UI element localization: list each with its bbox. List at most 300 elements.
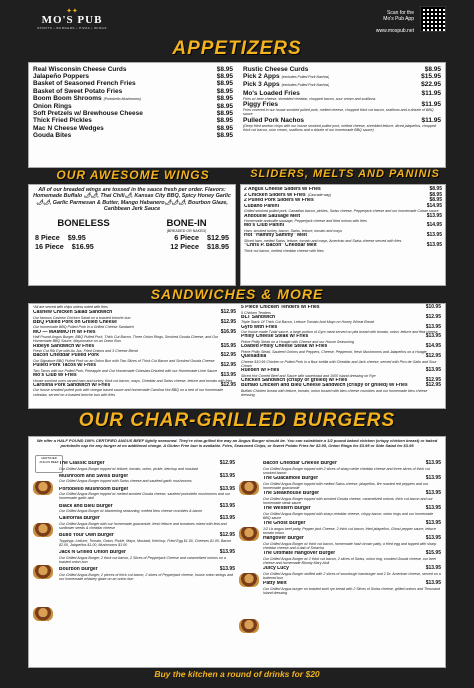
burgers-right	[263, 461, 441, 596]
menu-item-price: $13.95	[425, 366, 441, 373]
menu-item	[59, 474, 235, 484]
menu-item-name	[33, 110, 143, 117]
bonein-price: $18.95	[207, 242, 229, 252]
menu-item-description: Prime Philly Steak on a Hoagie with Cheese and our House Seasoning	[241, 339, 354, 344]
logo-mark: ✦✦	[66, 8, 78, 15]
menu-item-title: Jack N Grilled Onion Burger	[59, 550, 126, 556]
footer-promo: Buy the kitchen a round of drinks for $20	[154, 669, 320, 679]
menu-item-title: Gouda Bites	[33, 131, 72, 139]
logo-tagline: SPIRITS • BURGERS • PIZZA • WINGS	[37, 26, 107, 30]
menu-item-price: $13.95	[219, 472, 235, 479]
menu-item-description: Our Grilled Angus Burger topped with sharp cheddar cheese, crispy bacon, onion rings and our homemade BBQ sauce	[263, 511, 434, 520]
menu-item-title: Andouille Sausage Melt	[244, 213, 301, 219]
boneless-price: $16.95	[71, 242, 94, 252]
menu-item-description: Fresh Cut Rib Eye with Au Jus, Fried Onions and 3 Cheese Blend	[33, 349, 138, 354]
menu-item-price: $15.95	[425, 550, 441, 556]
menu-item-row	[33, 110, 233, 117]
burgers-title: OUR CHAR-GRILLED BURGERS	[78, 410, 396, 431]
menu-item-row	[33, 117, 233, 124]
menu-item-name	[243, 73, 329, 81]
menu-item-title: Pulled Pork Nachos	[243, 116, 305, 124]
menu-item-row	[243, 101, 441, 108]
menu-item-price: $8.95	[216, 103, 233, 111]
menu-item-description: Prime Philly Steak, Sauteed Onions and Peppers, Cheese, Pepperoni, fresh Mushrooms and Jalapeños on a Hoagie	[241, 349, 427, 354]
menu-item-title: California Burger	[59, 516, 100, 522]
menu-item-description: Our Grilled Angus Burger, 2 thick cut bacon, 2 Slices of Pepperjack Cheese and caramelized onions on a toasted onion bun	[59, 555, 226, 565]
menu-item-title: The Steakhouse Burger	[263, 491, 320, 496]
bonein-option	[174, 233, 229, 242]
menu-item-name	[33, 95, 141, 103]
menu-item	[59, 504, 235, 514]
menu-item	[59, 516, 235, 530]
menu-item-title: Gyro with Fries	[241, 324, 278, 330]
menu-item-name	[263, 506, 311, 512]
menu-item-price: $12.95	[425, 382, 441, 389]
menu-item	[241, 305, 441, 315]
menu-item-price: $12.95	[220, 309, 236, 315]
menu-item-title: Mac N Cheese Wedges	[33, 124, 104, 132]
menu-item	[33, 344, 236, 354]
menu-item	[243, 90, 441, 101]
menu-item-row	[33, 95, 233, 103]
menu-item-price: $8.95	[216, 94, 233, 102]
boneless-price: $9.95	[67, 233, 86, 243]
menu-item-title: Mushroom and Swiss Burger	[59, 473, 129, 479]
menu-item-title: Pulled Pork Tacos w/ Fries	[33, 363, 96, 369]
menu-item-price: $12.95	[220, 352, 236, 359]
menu-item-title: Bourbon Burger	[59, 567, 98, 573]
burgers-intro: We offer a HALF POUND 100% CERTIFIED ANGUS BEEF lightly seasoned. They're char-grilled the way an Angus Burger should be. You can substitute a 1/2 pound baked chicken (crispy chicken breast) or baked portobello cap for any burger at no additional charge. A Gluten Free bun is available. Fries, Seasoned Chips, or Sweet Potato Fries for $2.95, Onion Rings for $3.95 or Side Salad for $3.95	[36, 438, 438, 448]
menu-item-title: Hot "Hammy Sammy" Melt	[244, 233, 308, 239]
menu-item-price: $13.95	[219, 485, 235, 492]
menu-item-description: Triple Stack Of Thick Cut Bacon, Lettuce Tomato And Mayo on Honey Wheat Bread	[241, 320, 374, 325]
menu-item-description: Thick cut bacon, melted cheddar cheese with fries	[244, 248, 324, 253]
menu-item-price: $12.95	[425, 376, 441, 383]
menu-item-price: $13.95	[426, 212, 442, 219]
menu-item	[263, 506, 441, 520]
menu-item-price: $8.95	[429, 197, 442, 204]
menu-item-description: Our Grilled Angus Burger topped with melted Swiss cheese, jalapeños, fire roasted red peppers and our homemade guacamole	[263, 481, 429, 490]
menu-item-price: $8.95	[216, 66, 233, 73]
menu-item-title: 2 Angus Cheese Sliders w/ Fries	[244, 187, 321, 192]
menu-item	[59, 533, 235, 547]
menu-item-price: $12.95	[220, 381, 236, 388]
menu-item	[263, 551, 441, 565]
menu-item-price: $13.95	[425, 520, 441, 526]
menu-item-title: Cashew Chicken Salad Sandwich	[33, 310, 113, 315]
menu-item	[263, 476, 441, 490]
menu-item-description: Our Grilled Angus Burger stuffed with 2 slices of sourdough hamburger and 2 Dr. American cheese, served on a buttered bun	[263, 571, 441, 580]
menu-item-name	[244, 233, 307, 239]
sandwiches-title: SANDWICHES & MORE	[150, 286, 324, 302]
menu-item-name	[33, 103, 72, 110]
menu-item-description: Buffalo Chicken breast with lettuce, tomato, onion tossed with bleu cheese crumbles and our homemade bleu cheese dressing	[241, 388, 428, 398]
wings-title: OUR AWESOME WINGS	[56, 168, 210, 182]
menu-item-price: $8.95	[424, 66, 441, 73]
menu-item-name	[241, 305, 320, 311]
menu-item-title: The Western Burger	[263, 506, 311, 511]
menu-item-name	[243, 90, 300, 97]
menu-item-price: $11.95	[421, 89, 441, 97]
menu-item-description: Our Grilled Angus Burger topped with smoked Gouda cheese, caramelized onions, thick cut bacon and our homemade steak sauce	[263, 496, 433, 505]
menu-item-row	[243, 117, 441, 124]
menu-item	[59, 567, 235, 581]
menu-item-price: $13.95	[426, 241, 442, 248]
menu-item-name	[243, 101, 278, 108]
menu-item-title: Pick 2 Apps	[243, 73, 280, 81]
menu-item	[244, 214, 442, 224]
appetizers-panel	[28, 62, 446, 168]
menu-item-price: $8.95	[429, 191, 442, 198]
menu-item-title: BLT Sandwich	[241, 314, 276, 320]
menu-item-description: Sliced Hot Corned Beef and Sauce with sauerkraut and 1000 Island dressing on Rye	[241, 373, 376, 378]
menu-item-description: Our Grilled Angus Burger with our homemade guacamole, fresh lettuce and tomatoes mixed with feta and sunflower seeds & cheddar cheese	[59, 521, 227, 531]
menu-item	[263, 581, 441, 595]
menu-item	[33, 353, 236, 363]
boneless-count: 16 Piece	[35, 242, 64, 252]
qr-code-icon[interactable]	[420, 6, 446, 32]
menu-item-price: $8.95	[216, 117, 233, 125]
menu-item-title: Mo's Loaded Fries	[243, 89, 300, 97]
menu-item	[241, 383, 441, 397]
menu-item-description: Our famous Cashew Chicken Salad on a toasted brioche bun	[33, 315, 131, 320]
menu-item-name	[244, 243, 317, 249]
menu-item-price: $13.95	[425, 535, 441, 541]
menu-item-price: $10.95	[425, 304, 441, 310]
menu-item-row	[243, 90, 441, 97]
menu-item-name	[33, 125, 104, 132]
menu-item	[263, 536, 441, 550]
menu-item-price: $13.95	[425, 505, 441, 511]
menu-item	[241, 325, 441, 335]
menu-item	[33, 80, 233, 87]
menu-item-price: $13.95	[219, 566, 235, 573]
menu-item-title: The Ghost Burger	[263, 521, 306, 526]
menu-item-title: Piggy Fries	[243, 101, 279, 109]
menu-item-title: The Ultimate Hangover Burger	[263, 551, 336, 556]
menu-item-description: 5 Chicken Tenders	[241, 310, 271, 315]
menu-item-title: 5 Piece Chicken Tenders w/ Fries	[241, 305, 320, 310]
menu-item-name	[263, 536, 304, 542]
menu-item-price: $13.95	[220, 371, 236, 378]
menu-item-row	[243, 73, 441, 81]
sliders-title: SLIDERS, MELTS AND PANINIS	[250, 168, 440, 180]
website-url[interactable]: www.mospub.net	[375, 28, 414, 34]
menu-item	[241, 368, 441, 378]
menu-item-row	[243, 66, 441, 73]
logo	[32, 8, 112, 31]
menu-item-row	[33, 66, 233, 73]
menu-item-price: $12.95	[220, 318, 236, 325]
menu-item-price: $13.95	[425, 323, 441, 330]
burger-photo-icon	[239, 573, 259, 587]
menu-item-description: Our Signature BBQ Pulled Pork on an Onion Bun with Two Slices of Thick Cut Bacon and Smoked Gouda Cheese	[33, 358, 215, 363]
menu-item-title: Black and Bleu Burger	[59, 503, 113, 509]
menu-item	[59, 461, 235, 471]
menu-item-price: $14.95	[426, 202, 442, 209]
menu-item-name	[241, 344, 327, 350]
menu-item-title: Buffalo Chicken and Bleu Cheese Sandwich (crispy or grilled) w/ Fries	[241, 383, 408, 389]
menu-item-note: (Portobello Mushrooms)	[103, 96, 141, 101]
menu-item-name	[33, 310, 112, 316]
appetizers-left	[33, 66, 233, 139]
menu-item-title: Chicken Sandwich (crispy or grilled) w/ Fries	[241, 377, 348, 383]
menu-item	[33, 88, 233, 95]
menu-item-price: $13.95	[219, 515, 235, 522]
burger-photo-icon	[33, 523, 53, 537]
menu-item	[33, 363, 236, 373]
menu-item-name	[263, 521, 306, 527]
menu-item-note: (Cascade way)	[307, 192, 332, 197]
bonein-option	[170, 242, 229, 251]
menu-item-name	[263, 551, 335, 557]
menu-item-price: $13.95	[425, 490, 441, 496]
boneless-label: BONELESS	[57, 218, 110, 230]
menu-item	[33, 117, 233, 124]
menu-item-name	[263, 581, 287, 587]
menu-item	[33, 125, 233, 132]
menu-item-title: Quesadilla	[241, 353, 267, 359]
menu-item-row	[33, 125, 233, 132]
menu-item-title: Juicy Lucy	[263, 566, 289, 571]
menu-item-description: Our Grilled Angus Burger topped with Swiss cheese and sautéed garlic mushrooms	[59, 479, 192, 484]
menu-item-title: Build Your Own Burger	[59, 533, 114, 539]
menu-item	[241, 315, 441, 325]
menu-item-price: $8.95	[216, 124, 233, 132]
menu-item	[33, 110, 233, 117]
menu-item-title: Hangover Burger	[263, 536, 304, 541]
appetizers-title: APPETIZERS	[172, 38, 302, 59]
menu-item-description: Fries covered in our house smoked pulled pork, melted cheese, chopped thick cut bacon, scallions and a drizzle of BBQ sauce	[243, 108, 434, 117]
menu-item-title: Pick 3 Apps	[243, 81, 280, 89]
menu-item-title: The Guacamole Burger	[263, 476, 319, 481]
menu-item-price: $16.95	[220, 328, 236, 335]
menu-item	[244, 233, 442, 243]
bonein-label: BONE-IN	[166, 218, 207, 230]
menu-item-description: Our house smoked pulled pork with vinegar based sauce and homemade Carolina Hot BBQ on a bed of our homemade coleslaw, served on a toasted brioche bun with fries	[33, 388, 224, 397]
menu-item-price: $8.95	[216, 131, 233, 139]
menu-item-title: BBQ Pulled Pork on Grilled Cheese	[33, 319, 117, 325]
menu-item-description: Our Grilled Angus Burger topped w/ lettuce, tomato, onion, pickle, ketchup and mustard	[59, 466, 198, 471]
menu-item-row	[243, 81, 441, 89]
bonein-count: 6 Piece	[174, 233, 200, 243]
menu-item	[33, 66, 233, 73]
header	[0, 0, 474, 36]
menu-item-price: $13.95	[425, 460, 441, 466]
menu-item-title: Cubano Panini	[244, 203, 279, 209]
menu-item	[263, 566, 441, 580]
menu-item-name	[263, 461, 337, 467]
menu-item-description: 1/2 Lb angus beef patty, Pepper jack Cheese, 2 thick cut bacon, fried jalapeños, Ghost pepper sauce, lettuce tomato onion	[263, 526, 436, 535]
menu-item-price: $8.95	[216, 110, 233, 118]
menu-item-price: $13.95	[425, 565, 441, 571]
menu-item-price: $12.95	[219, 532, 235, 539]
menu-item-title: Onion Rings	[33, 103, 72, 111]
menu-item-description: Grilled smoked pulled pork, Canadian bacon, pickles, Swiss cheese, Pepperjack cheese and our homemade Cuban sauce	[244, 209, 439, 214]
menu-item-price: $11.95	[421, 101, 441, 109]
sandwiches-right	[241, 305, 441, 397]
menu-item-name	[243, 117, 304, 124]
menu-item	[59, 487, 235, 501]
menu-item-name	[33, 66, 127, 73]
menu-item-name	[263, 491, 319, 497]
menu-item-description: Sliced ham, melted Swiss, lettuce, tomato and mayo, American and Swiss cheese served with fries	[244, 238, 402, 243]
menu-item	[33, 310, 236, 320]
wing-price-row	[35, 233, 229, 242]
menu-item-price: $13.95	[219, 502, 235, 509]
sandwiches-panel	[28, 303, 446, 409]
menu-item	[243, 66, 441, 73]
burger-photo-icon	[33, 607, 53, 621]
menu-item-price: $22.95	[421, 81, 441, 89]
menu-item	[241, 344, 441, 354]
menu-item-price: $8.95	[216, 80, 233, 88]
menu-item	[33, 95, 233, 103]
wings-description: All of our breaded wings are tossed in the sauce fresh per order. Flavors: Homemade Buffalo 🌶🌶, Thai Chili🌶, Kansas City BBQ, Spicy Honey Garlic🌶🌶, Garlic Parmesan & Butter, Mango Habanero🌶🌶🌶, Bourbon Glaze, Caribbean Jerk Sauce	[33, 187, 231, 212]
menu-item	[243, 73, 441, 81]
menu-item-note: (excludes Pulled Pork Nachos)	[281, 75, 330, 80]
menu-item-name	[33, 363, 96, 369]
menu-item-price: $14.95	[426, 222, 442, 229]
burger-photo-icon	[33, 481, 53, 495]
menu-item-price: $13.95	[425, 333, 441, 340]
menu-item-description: Two Tacos with our Pulled Pork, Pineapple and Our Homemade Coleslaw Drizzled with our Homemade Lime Sauce	[33, 368, 218, 373]
boneless-option	[35, 242, 94, 251]
menu-item	[263, 461, 441, 475]
menu-item-title: Rustic Cheese Curds	[243, 66, 309, 73]
menu-item-title: Basket of Sweet Potato Fries	[33, 87, 123, 95]
menu-item-title: Carolina Pork Sandwich w/ Fries	[33, 382, 111, 388]
boneless-count: 8 Piece	[35, 233, 60, 243]
menu-item-description: Our Grilled Angus burger on toasted swirl rye bread with 2 Slices of Swiss cheese, grilled onions and Thousand Island dressing	[263, 586, 441, 595]
menu-item-name	[243, 66, 308, 73]
menu-item-price: $11.95	[421, 116, 441, 124]
burger-photo-icon	[239, 481, 259, 495]
menu-item-name	[33, 73, 89, 80]
menu-item-title: MO — MAMMOTH w/ Fries	[33, 329, 96, 335]
menu-item-row	[33, 88, 233, 95]
burger-photo-icon	[239, 619, 259, 633]
menu-item	[243, 117, 441, 133]
menu-item-description: Ham, smoked turkey, bacon, Swiss, lettuce, tomato and mayo	[244, 228, 343, 233]
scan-line-1: Scan for the	[387, 10, 414, 16]
sandwiches-left	[33, 310, 236, 397]
menu-item-title: "Chris P. Bacon" Cheddar Melt	[244, 242, 317, 248]
menu-item-title: The Classic Burger	[59, 461, 105, 466]
menu-item-title: Boom Boom Shrooms	[33, 94, 102, 102]
menu-item	[263, 491, 441, 505]
burgers-left	[59, 461, 235, 584]
menu-item	[33, 383, 236, 397]
menu-item-price: $8.95	[429, 186, 442, 192]
menu-item-title: Mo's Club Panini	[244, 223, 285, 229]
menu-item-title: Basket of Seasoned French Fries	[33, 80, 136, 88]
menu-item	[263, 521, 441, 535]
menu-item-price: $12.95	[220, 362, 236, 369]
menu-item-name	[263, 476, 318, 482]
menu-item	[241, 334, 441, 344]
menu-item	[244, 204, 442, 214]
menu-item-description: Our house made Tzaki sauce, a large portion of Gyro meat served on pita bread with tomato, onion, lettuce and feta cheese	[241, 330, 438, 335]
menu-item-description: (Deep fried wonton chips with our house smoked pulled pork, melted cheese, shredded lettuce, diced jalapeños, chopped thick cut bacon, sour cream, scallions and a drizzle of our homemade BBQ sauce)	[243, 123, 436, 133]
menu-item-price: $13.95	[426, 232, 442, 239]
menu-item-name	[33, 373, 77, 379]
menu-item-title: Thick Fried Pickles	[33, 117, 92, 125]
menu-item-title: Real Wisconsin Cheese Curds	[33, 66, 127, 73]
menu-item-price: $12.95	[425, 313, 441, 320]
menu-item-description: Our Grilled Angus Burger, 2 pieces of thick cut bacon, 2 slices of Pepperjack cheese, house onion strings and our homemade whiskey glaze on an onion bun	[59, 572, 234, 582]
menu-item	[33, 373, 236, 383]
menu-item	[33, 330, 236, 344]
menu-item-note: (excludes Pulled Pork Nachos)	[281, 83, 330, 88]
menu-item-title: 2 Pulled Pork Sliders w/ Fries	[244, 198, 314, 204]
menu-item-price: $14.95	[425, 343, 441, 350]
menu-item-price: $15.95	[220, 342, 236, 349]
menu-item-price: $12.95	[425, 352, 441, 359]
menu-item-price: $12.95	[219, 460, 235, 466]
menu-item	[59, 550, 235, 564]
sliders-panel	[240, 184, 446, 286]
menu-item-name	[241, 368, 279, 374]
menu-item	[241, 354, 441, 368]
menu-item	[243, 81, 441, 89]
bonein-count: 12 Piece	[170, 242, 200, 252]
menu-item	[243, 101, 441, 117]
menu-item-description: Our Grilled Angus Burger topped with 2 slices of sharp white cheddar cheese and three slices of thick cut smoked bacon	[263, 466, 430, 475]
menu-item-description: Our Grilled Angus Burger w/ 2 thick cut bacon, 2 slices of Swiss, onion ring, smoked Gouda cheese, our beer cheese and homemade Bloody Mary Aioli	[263, 556, 437, 565]
menu-item-name	[59, 461, 105, 467]
menu-item	[33, 320, 236, 330]
menu-item-title: Portobello Mushroom Burger	[59, 486, 129, 492]
certified-angus-badge: CERTIFIED ANGUS BEEF	[35, 455, 63, 473]
menu-item-name	[243, 81, 329, 89]
menu-item	[244, 243, 442, 253]
menu-item-title: Bacon Cheddar Pulled Pork	[33, 353, 99, 359]
menu-item-title: Patty Melt	[263, 581, 287, 586]
menu-item-name	[263, 566, 289, 572]
sliders-list	[244, 187, 442, 253]
bonein-sublabel: (BREADED OR NAKED)	[166, 229, 207, 234]
logo-name: MO'S PUB	[41, 14, 103, 26]
menu-item-description: Homemade andouille sausage, Pepperjack cheese and fried onions with fries	[244, 219, 367, 224]
menu-item-title: Philly Cheese Steak w/ Fries	[241, 334, 309, 340]
boneless-option	[35, 233, 86, 242]
menu-item-description: Fries w/ beer cheese, shredded cheddar, chopped bacon, sour cream and scallions	[243, 96, 376, 101]
menu-item-description: Cheese $10.95 Chicken or Pulled Pork in a flour tortilla with Cheddar and Jack cheese, served with Pico de Gallo and Sour Cream	[241, 359, 437, 368]
sandwiches-note: *All are served with chips unless noted with fries	[33, 305, 108, 309]
menu-item	[33, 73, 233, 80]
burger-photo-icon	[239, 527, 259, 541]
menu-item	[33, 103, 233, 110]
menu-item-price: $13.95	[425, 580, 441, 586]
menu-item-row	[33, 103, 233, 110]
wings-panel	[28, 184, 236, 286]
menu-item-price: $8.95	[216, 87, 233, 95]
menu-item-title: Ribeye Sandwich w/ Fries	[33, 343, 95, 349]
menu-item-title: Bacon Cheddar Cheese Burger	[263, 461, 337, 466]
menu-item-description: Half Pound Angus Burger, BBQ Pulled Pork, Thick Cut Bacon, Three Onion Rings, Smoked Gouda Cheese, and Our Homemade BBQ Sauce, Mayonnaise on an Onion Bun	[33, 335, 219, 344]
scan-line-2: Mo's Pub App	[383, 16, 414, 22]
app-promo	[334, 10, 414, 34]
menu-item-description: Toppings: Lettuce, Tomato, Onion, Pickle, Mayo, Mustard, Ketchup, Fried Egg $1.50, Cheeses $1.00, Bacon $2.00, Jalapeños $1.00, Mushrooms $1.00	[59, 538, 232, 548]
menu-item-description: Our homemade BBQ Pulled Pork in a Grilled Cheese Sandwich	[33, 325, 135, 330]
menu-item-description: Our Grilled Angus Burger w/ blackening seasoning, melted bleu cheese crumbles & bacon	[59, 509, 203, 514]
burger-photo-icon	[33, 565, 53, 579]
menu-item-row	[33, 73, 233, 80]
wing-price-row	[35, 242, 229, 251]
menu-item-name	[33, 88, 122, 95]
menu-item-name	[241, 354, 266, 360]
